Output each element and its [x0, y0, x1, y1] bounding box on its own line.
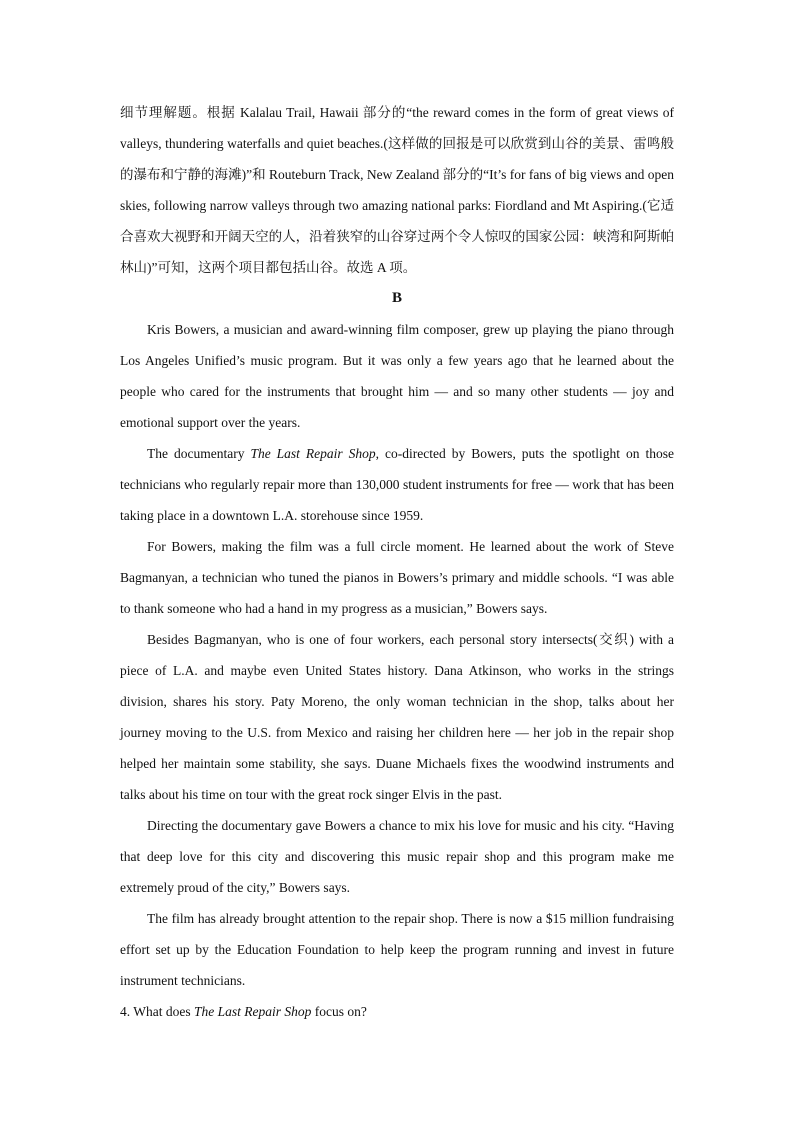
passage-paragraph-1: Kris Bowers, a musician and award-winning film composer, grew up playing the piano through Los Angeles Unified’s music program. But it was only a few years ago that he learned about the people who cared for the instruments that brought him — and so many other students — joy and emotional support over the years. [120, 322, 674, 430]
documentary-title: The Last Repair Shop [250, 446, 376, 461]
answer-analysis-paragraph: 细节理解题。根据 Kalalau Trail, Hawaii 部分的“the reward comes in the form of great views of valleys, thundering waterfalls and quiet beaches.(这样做的回报是可以欣赏到山谷的美景、雷鸣般的瀑布和宁静的海滩)”和 Routeburn Track, New Zealand 部分的“It’s for fans of big views and open skies, following narrow valleys through two amazing national parks: Fiordland and Mt Aspiring.(它适合喜欢大视野和开阔天空的人，沿着狭窄的山谷穿过两个令人惊叹的国家公园：峡湾和阿斯帕林山)”可知，这两个项目都包括山谷。故选 A 项。 [120, 105, 674, 275]
passage-paragraph-2 [120, 438, 674, 531]
question-title: The Last Repair Shop [194, 1004, 312, 1019]
paragraph-2-text-start: The documentary [147, 446, 251, 461]
passage-paragraph-5: Directing the documentary gave Bowers a chance to mix his love for music and his city. “Having that deep love for this city and discovering this music repair shop and this program make me extremely proud of the city,” Bowers says. [120, 818, 674, 895]
document-body [120, 97, 674, 1027]
passage-paragraph-3: For Bowers, making the film was a full circle moment. He learned about the work of Steve Bagmanyan, a technician who tuned the pianos in Bowers’s primary and middle schools. “I was able to thank someone who had a hand in my progress as a musician,” Bowers says. [120, 539, 674, 616]
paragraph-2-text-end: , co-directed by Bowers, puts the spotlight on those technicians who regularly repair more than 130,000 student instruments for free — work that has been taking place in a downtown L.A. storehouse since 1959. [120, 446, 674, 523]
passage-paragraph-6: The film has already brought attention to the repair shop. There is now a $15 million fundraising effort set up by the Education Foundation to help keep the program running and invest in future instrument technicians. [120, 911, 674, 988]
question-suffix: focus on? [311, 1004, 367, 1019]
section-heading: B [391, 290, 402, 306]
question-prefix: 4. What does [120, 1004, 194, 1019]
question-4 [120, 996, 674, 1027]
passage-paragraph-4: Besides Bagmanyan, who is one of four workers, each personal story intersects(交织) with a piece of L.A. and maybe even United States history. Dana Atkinson, who works in the strings division, shares his story. Paty Moreno, the only woman technician in the shop, talks about her journey moving to the U.S. from Mexico and raising her children here — her job in the repair shop helped her maintain some stability, she says. Duane Michaels fixes the woodwind instruments and talks about his time on tour with the great rock singer Elvis in the past. [120, 632, 674, 802]
